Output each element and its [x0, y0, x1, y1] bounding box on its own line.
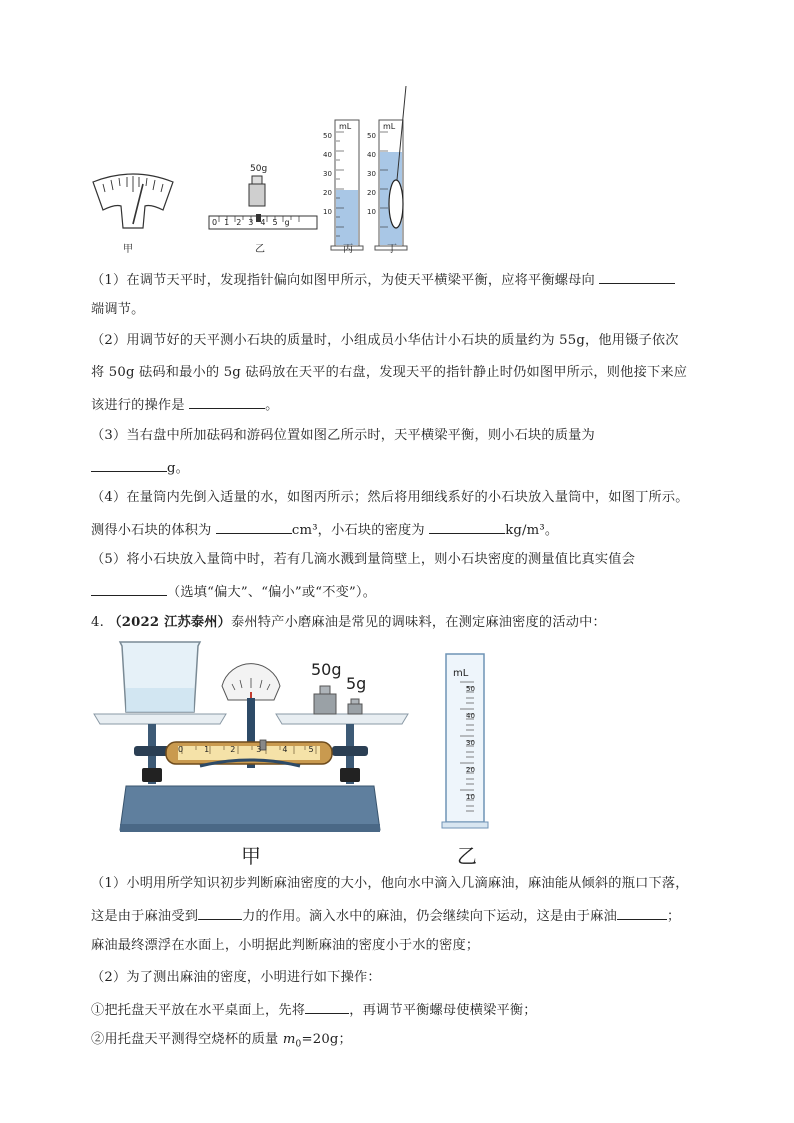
answer-blank[interactable] — [617, 905, 667, 920]
q4-part1-line1: （1）小明用所学知识初步判断麻油密度的大小，他向水中滴入几滴麻油，麻油能从倾斜的瓶口下落， — [91, 876, 689, 891]
q4-part1-line3: 麻油最终漂浮在水面上，小明据此判断麻油的密度小于水的密度； — [91, 938, 480, 953]
cylinder-ding — [375, 86, 407, 250]
cyl-bing-ticks: 50 40 30 20 10 — [323, 132, 332, 216]
ruler-tick-labels: 012345g — [212, 218, 297, 227]
q4-part1-line2: 这是由于麻油受到 力的作用。滴入水中的麻油，仍会继续向下运动，这是由于麻油 ； — [91, 905, 680, 927]
answer-blank[interactable] — [599, 269, 675, 284]
answer-blank[interactable] — [189, 394, 265, 409]
pointer-scale-figure — [93, 174, 173, 228]
answer-blank[interactable] — [91, 457, 167, 472]
q4-balance-figure — [90, 638, 420, 838]
q3-part2-line1: （2）用调节好的天平测小石块的质量时，小组成员小华估计小石块的质量约为 55g，他用镊子依次 — [91, 333, 679, 348]
q3-part4-line1: （4）在量筒内先倒入适量的水，如图丙所示；然后将用细线系好的小石块放入量筒中，如图丁所示。 — [91, 490, 689, 505]
cyl-bing-unit: mL — [339, 122, 352, 131]
q3-part5-line2: （选填“偏大”、“偏小”或“不变”）。 — [91, 581, 376, 603]
cyl-unit: mL — [453, 668, 469, 679]
cylinder-bing — [331, 120, 363, 250]
q3-part3-line2: g。 — [91, 457, 189, 479]
q3-part1-line1: （1）在调节天平时，发现指针偏向如图甲所示，为使天平横梁平衡，应将平衡螺母向 — [91, 269, 675, 291]
weight-5g-label: 5g — [346, 674, 367, 693]
q4-heading: 4. （2022 江苏泰州）泰州特产小磨麻油是常见的调味料，在测定麻油密度的活动中： — [91, 615, 606, 630]
caption-q4-jia: 甲 — [241, 844, 261, 868]
weight-50g-label: 50g — [311, 660, 342, 679]
q3-part2-line2: 将 50g 砝码和最小的 5g 砝码放在天平的右盘，发现天平的指针静止时仍如图甲所示，则他接下来应 — [91, 365, 688, 380]
stone — [389, 180, 403, 228]
cyl-ding-ticks: 50 40 30 20 10 — [367, 132, 376, 216]
caption-bing: 丙 — [343, 244, 353, 255]
answer-blank[interactable] — [305, 999, 349, 1014]
q4-step2: ②用托盘天平测得空烧杯的质量 $m_0=20g$； — [91, 1032, 352, 1050]
caption-q4-yi: 乙 — [457, 844, 477, 868]
q3-part4-line2: 测得小石块的体积为 cm³，小石块的密度为 kg/m³。 — [91, 519, 558, 541]
q4-part2-line1: （2）为了测出麻油的密度，小明进行如下操作： — [91, 970, 381, 985]
answer-blank[interactable] — [198, 905, 242, 920]
q3-part3-line1: （3）当右盘中所加砝码和游码位置如图乙所示时，天平横梁平衡，则小石块的质量为 — [91, 428, 595, 443]
caption-ding: 丁 — [387, 244, 397, 255]
cyl-ding-unit: mL — [383, 122, 396, 131]
q3-part2-line3: 该进行的操作是 。 — [91, 394, 279, 416]
caption-yi: 乙 — [255, 244, 265, 255]
q3-part5-line1: （5）将小石块放入量筒中时，若有几滴水溅到量筒壁上，则小石块密度的测量值比真实值会 — [91, 552, 636, 567]
caption-jia: 甲 — [123, 244, 133, 255]
balance-ruler-ticks: 012345 — [178, 745, 335, 754]
cyl-ticks: 50 40 30 20 10 — [466, 685, 475, 801]
answer-blank[interactable] — [216, 519, 292, 534]
answer-blank[interactable] — [429, 519, 505, 534]
q3-part1-line2: 端调节。 — [91, 302, 145, 317]
weight-label: 50g — [250, 164, 268, 174]
q4-step1: ①把托盘天平放在水平桌面上，先将 ，再调节平衡螺母使横梁平衡； — [91, 999, 537, 1021]
answer-blank[interactable] — [91, 581, 167, 596]
